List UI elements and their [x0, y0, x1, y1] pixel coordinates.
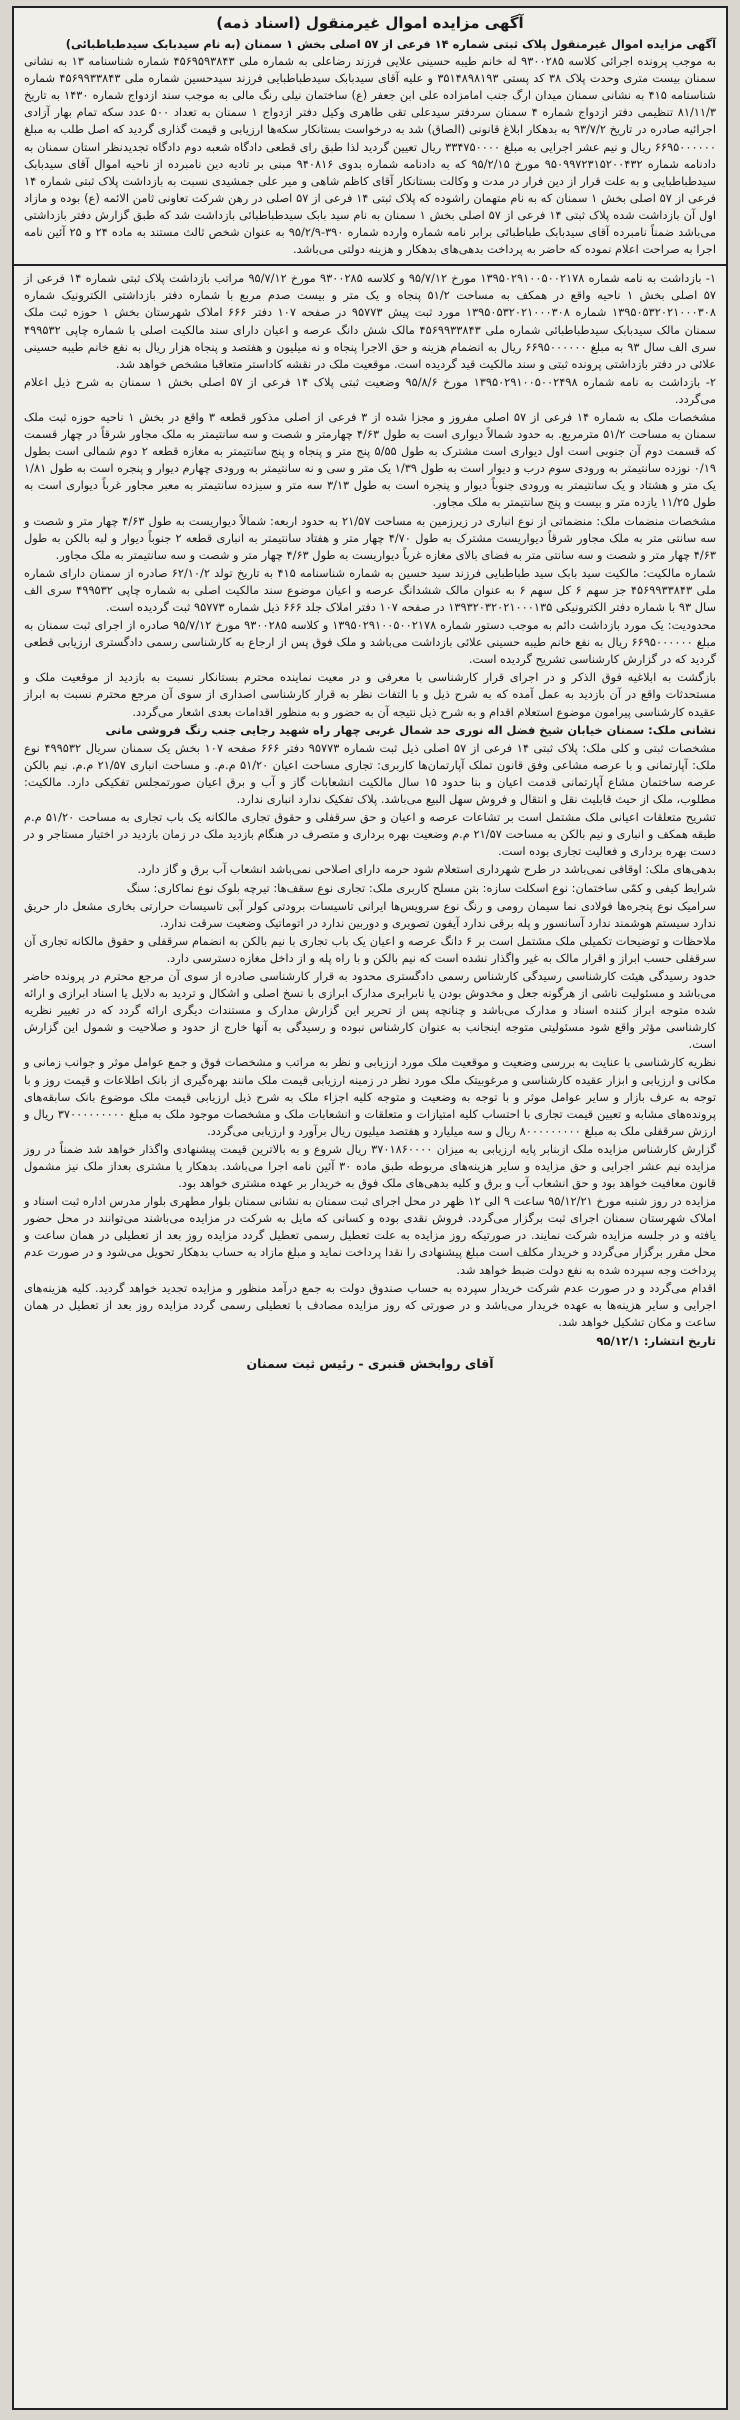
notice-intro-text: به موجب پرونده اجرائی کلاسه ۹۳۰۰۲۸۵ له خانم طیبه حسینی علایی فرزند رضاعلی به شماره ملی ۴۵۶۹۵۹۳۸۴۳ شماره شناسنامه ۱۳ به نشانی سمنان بیست متری وحدت پلاک ۳۸ کد پستی ۳۵۱۴۸۹۸۱۹۳ و علیه آقای سیدبابک سیدطباطبایی فرزند سیدحسین شماره ملی ۴۵۶۹۹۳۳۸۴۳ شماره شناسنامه ۴۱۵ به نشانی سمنان میدان ارگ جنب امامزاده علی ابن جعفر (ع) ساختمان نیلی رنگ مالی به موجب سند ازدواج شماره ۱۴۳۰ به تاریخ ۸۱/۱۱/۳ تنظیمی دفتر ازدواج شماره ۴ سمنان سردفتر سیدعلی تقی طاهری وکیل دفتر ازدواج ۱ سمنان به تعداد ۵۰۰ عدد سکه تمام بهار آزادی اجرائیه صادره در تاریخ ۹۳/۷/۲ به بدهکار ابلاغ قانونی (الصاق) شد به درخواست بستانکار سکه‌ها ارزیابی و قیمت گذاری گردید که اصل طلب به مبلغ ۶۶۹۵۰۰۰۰۰۰ ریال و نیم عشر اجرایی به مبلغ ۳۳۴۷۵۰۰۰۰ ریال تعیین گردید لذا طبق رای قطعی دادگاه شعبه دوم دادگاه تجدیدنظر استان سمنان به دادنامه شماره ۹۵۰۹۹۷۲۳۱۵۲۰۰۴۳۲ مورخ ۹۵/۲/۱۵ که به دادنامه شماره بدوی ۹۴۰۸۱۶ مبنی بر تادیه دین نامبرده از ناحیه اموال آقای سیدبابک سیدطباطبایی و به علت قرار از دین فرار در مدت و وکالت بستانکار آقای کاظم شاهی و میر علی جمشیدی نسبت به بازداشت پلاک ثبتی شماره ۱۴ فرعی از ۵۷ اصلی بخش ۱ سمنان که به نام متهمان راشوده که پلاک ثبتی ۱۴ فرعی از ۵۷ اصلی در رهن شرکت تعاونی ثامن الائمه (ع) بوده و مازاد اول آن بازداشت شده پلاک ثبتی ۱۴ فرعی از ۵۷ اصلی بخش ۱ سمنان به نام سید بابک سیدطباطبائی بازداشت شد که طبق گزارش دفتر بازداشتی می‌باشد ضمناً نامبرده آقای سیدبابک طباطبائی برابر نامه شماره وارده شماره ۳۹۰-۹۵/۲/۹ به عنوان شخص ثالث مستند به ماده ۲۴ و ۲۵ آئین نامه اجرا به صراحت اعلام نموده که حاضر به پرداخت بدهی‌های بدهکار و هزینه دولتی می‌باشد.: [24, 54, 717, 257]
signature-line: آقای روابخش قنبری - رئیس ثبت سمنان: [246, 1355, 494, 1371]
property-notes: ملاحظات و توضیحات تکمیلی ملک مشتمل است بر ۶ دانگ عرصه و اعیان یک باب تجاری با نیم بالکن به انضمام سرقفلی و حقوق مالکانه تجاری آن سرقفلی حسب ابراز و اقرار مالک به غیر واگذار نشده است که نیم بالکن و با راه پله و از داخل مغازه دسترسی دارد.: [24, 933, 717, 965]
section-divider: [14, 264, 726, 266]
publication-date: تاریخ انتشار: ۹۵/۱۲/۱: [596, 1333, 716, 1348]
property-specs: مشخصات ملک به شماره ۱۴ فرعی از ۵۷ اصلی مفروز و مجزا شده از ۳ فرعی از اصلی مذکور قطعه ۳ واقع در بخش ۱ ناحیه حوزه ثبت ملک سمنان به مساحت ۵۱/۲ مترمربع. به حدود شمالاً دیواری است به طول ۴/۶۳ چهارمتر و شصت و سه سانتیمتر به ملک مجاور شرقاً در چهار قسمت که قسمت دوم آن جنوبی است اول دیواری است مشترک به طول ۵/۵۵ پنج متر و پنجاه و پنج سانتیمتر به مغازه قطعه ۲ دوم شمالی است بطول ۰/۱۹ نوزده سانتیمتر به ورودی سوم درب و دیوار است به طول ۱/۳۹ یک متر و سی و نه سانتیمتر به ورودی چهارم دیوار و پنجره است به طول ۱/۸۱ یک متر و هشتاد و یک سانتیمتر به ورودی جنوباً دیوار و پنجره است به طول ۳/۱۳ سه متر و سیزده سانتیمتر به معبر مجاور غرباً دیواری است به طول ۱۱/۲۵ یازده متر و بیست و پنج سانتیمتر به ملک مجاور.: [24, 409, 716, 510]
property-restriction: محدودیت: یک مورد بازداشت دائم به موجب دستور شماره ۱۳۹۵۰۲۹۱۰۰۵۰۰۲۱۷۸ و کلاسه ۹۳۰۰۲۸۵ مورخ ۹۵/۷/۱۲ صادره از اجرای ثبت سمنان به مبلغ ۶۶۹۵۰۰۰۰۰۰ ریال به نفع خانم طیبه حسینی علائی بازداشت می‌باشد و ملک فوق پس از ارجاع به کارشناسی رسمی دادگستری ارزیابی قطعی گردید که در گزارش کارشناسی تشریح گردیده است.: [24, 618, 716, 667]
property-finishing: سرامیک نوع پنجره‌ها فولادی نما سیمان رومی و رنگ نوع سرویس‌ها ایرانی تاسیسات برودتی کولر آبی تاسیسات حرارتی بخاری مشعل دار حریق ندارد سیستم هوشمند ندارد آسانسور و پله برقی ندارد آیفون تصویری و دوربین ندارد در اتوماتیک وضعیت سرقت ندارد.: [24, 898, 716, 930]
property-registry: مشخصات ثبتی و کلی ملک: پلاک ثبتی ۱۴ فرعی از ۵۷ اصلی ذیل ثبت شماره ۹۵۷۷۳ دفتر ۶۶۶ صفحه ۱۰۷ بخش یک سمنان سریال ۴۹۹۵۳۲ نوع ملک: آپارتمانی و با عرصه مشاعی وفق قانون تملک آپارتمان‌ها کاربری: تجاری مساحت اعیان ۵۱/۲۰ م.م. و مساحت انباری ۲۱/۵۷ م.م. نیم بالکن عرصه ساختمان مشاع آپارتمانی قدمت اعیان و بنا حدود ۱۵ سال مالکیت انشعابات گاز و آب و برق اعیان صورتمجلس تفکیکی دارد. مالکیت: مطلوب، ملک از حیث قابلیت نقل و انتقال و فروش سهل البیع می‌باشد. پلاک تفکیک ندارد انباری ندارد.: [24, 740, 716, 807]
property-structure: شرایط کیفی و کمّی ساختمان: نوع اسکلت سازه: بتن مسلح کاربری ملک: تجاری نوع سقف‌ها: تیرچه بلوک نوع نماکاری: سنگ: [126, 880, 716, 895]
inspection-reason: بازگشت به ابلاغیه فوق الذکر و در اجرای قرار کارشناسی با معرفی و در معیت نماینده محترم بستانکار نسبت به بازدید از موقعیت ملک و مستحدثات واقع در آن بازدید به عمل آمده که به شرح ذیل و با التفات نظر به قرار کارشناسی اصداری از سوی آن مرجع محترم نسبت به ابراز عقیده کارشناسی پیرامون موضوع استعلام اقدام و به شرح ذیل نتیجه آن به حضور و به منظور اقدامات بعدی اشعار می‌گردد.: [24, 670, 716, 719]
closing-terms: اقدام می‌گردد و در صورت عدم شرکت خریدار سپرده به حساب صندوق دولت به جمع درآمد منظور و مزایده تجدید خواهد گردید. کلیه هزینه‌های اجرایی و سایر هزینه‌ها به عهده خریدار می‌باشد و در صورتی که روز مزایده مصادف با تعطیلی رسمی گردد مزایده روز بعد از تعطیل در همان ساعت و مکان تشکیل خواهد شد.: [24, 1280, 716, 1329]
property-rights: تشریح متعلقات اعیانی ملک مشتمل است بر تشاعات عرصه و اعیان و حق سرقفلی و حقوق تجاری مالکانه یک باب تجاری به مساحت ۵۱/۲۰ م.م طبقه همکف و انباری و نیم بالکن به مساحت ۲۱/۵۷ م.م وضعیت بهره برداری و متصرف در هنگام بازدید ملک در زمان بازدید در اختیار مستاجر و در دست بهره برداری و فعالیت تجاری بوده است.: [24, 810, 716, 859]
clause-2: ۲- بازداشت به نامه شماره ۱۳۹۵۰۲۹۱۰۰۵۰۰۲۴۹۸ مورخ ۹۵/۸/۶ وضعیت ثبتی پلاک ۱۴ فرعی از ۵۷ اصلی بخش ۱ سمنان به شرح ذیل اعلام می‌گردد.: [24, 374, 716, 406]
expert-report: گزارش کارشناس مزایده ملک ازبنابر پایه ارزیابی به میزان ۳۷۰۱۸۶۰۰۰۰ ریال شروع و به بالاترین قیمت پیشنهادی واگذار خواهد شد ضمناً در روز مزایده نیم عشر اجرایی و حق مزایده و سایر هزینه‌های مربوطه طبق ماده ۳۰ آئین نامه اجرا می‌باشد. بدهکار یا مشتری بعداز ملک نیز مشمول قانون معافیت خواهد بود و حق انشعاب آب و برق و کلیه بدهی‌های ملک فوق به خریدار بر عهده مشتری خواهد بود.: [24, 1141, 716, 1191]
property-ownership: شماره مالکیت: مالکیت سید بابک سید طباطبایی فرزند سید حسین به شماره شناسنامه ۴۱۵ به تاریخ تولد ۶۲/۱۰/۲ صادره از سمنان دارای شماره ملی ۴۵۶۹۹۳۳۸۴۳ جز سهم ۶ کل سهم ۶ به عنوان مالک ششدانگ عرصه و اعیان موضوع سند مالکیت اصلی به شماره چاپی ۴۹۹۵۳۲ سری الف سال ۹۳ با شماره دفتر الکترونیکی ۱۳۹۳۲۰۳۲۰۲۱۰۰۰۱۳۵ در صفحه ۱۰۷ دفتر املاک جلد ۶۶۶ ذیل شماره ۹۵۷۷۳ ثبت گردیده است.: [24, 565, 716, 614]
auction-terms: مزایده در روز شنبه مورخ ۹۵/۱۲/۲۱ ساعت ۹ الی ۱۲ ظهر در محل اجرای ثبت سمنان به نشانی سمنان بلوار مطهری بلوار مدرس اداره ثبت اسناد و املاک شهرستان سمنان اجرای ثبت برگزار می‌گردد. فروش نقدی بوده و کسانی که مایل به شرکت در مزایده می‌باشند می‌توانند در محل حضور یافته و در جلسه مزایده شرکت نمایند. در صورتیکه روز مزایده به علت تعطیل رسمی تعطیل گردد مزایده روز بعد از تعطیلی در همان ساعت و محل مقرر برگزار می‌گردد و خریدار مکلف است مبلغ پیشنهادی را نقدا پرداخت نماید و مبلغ مازاد به حساب بدهکار تحویل می‌شود و در صورت عدم پرداخت وجه سپرده شده به نفع دولت ضبط خواهد شد.: [24, 1194, 716, 1277]
inspection-scope: حدود رسیدگی هیئت کارشناسی رسیدگی کارشناس رسمی دادگستری محدود به قرار کارشناسی صادره از سوی آن مرجع محترم در پرونده حاضر می‌باشد و مسئولیت ناشی از هرگونه جعل و مخدوش بودن یا نابرابری مدارک ابرازی با نسخ اصلی و اشکال و تردید به دلایل یا اسناد ابرازی و ارائه شده متوجه ابراز کننده اسناد و مدارک می‌باشد و چنانچه پس از تحریر این گزارش مدارک و مستندات دیگری ارائه گردد که در تغییر نظریه کارشناسی مؤثر واقع شود مسئولیتی متوجه اینجانب به عنوان کارشناس نبوده و رسیدگی به آنها خارج از حدود و صلاحیت و شمول این گزارش است.: [24, 968, 716, 1052]
notice-intro-bold: آگهی مزایده اموال غیرمنقول پلاک ثبتی شماره ۱۴ فرعی از ۵۷ اصلی بخش ۱ سمنان (به نام سیدبابک سیدطباطبائی): [65, 37, 716, 51]
property-annex: مشخصات منضمات ملک: منضماتی از نوع انباری در زیرزمین به مساحت ۲۱/۵۷ به حدود اربعه: شمالاً دیواریست به طول ۴/۶۳ چهار متر و شصت و سه سانتی متر به ملک مجاور شرقاً دیواریست مشترک به طول ۴/۷۰ چهار متر و هفتاد سانتیمتر به انباری قطعه ۲ جنوباً دیوار و لبه بالکن به طول ۴/۶۳ چهار متر و شصت و سه سانتی متر به فضای بالای مغازه غرباً دیواریست به طول ۴/۶۳ چهار متر و شصت و سه سانتیمتر به ملک مجاور.: [24, 513, 716, 562]
notice-heading: آگهی مزایده اموال غیرمنقول (اسناد ذمه): [216, 14, 524, 32]
property-utilities: بدهی‌های ملک: اوقافی نمی‌باشد در طرح شهرداری استعلام شود حرمه دارای اصلاحی نمی‌باشد انشعاب آب برق و گاز دارد.: [137, 862, 716, 877]
property-address: نشانی ملک: سمنان خیابان شیخ فضل اله نوری حد شمال غربی چهار راه شهید رجایی جنب رنگ فروشی مانی: [105, 722, 716, 737]
notice-sheet: [12, 6, 728, 2410]
expert-opinion: نظریه کارشناسی با عنایت به بررسی وضعیت و موقعیت ملک مورد ارزیابی و نظر به مراتب و مشخصات فوق و جمع عوامل موثر و جوانب زمانی و مکانی و ارزیابی و ابزار عقیده کارشناسی و مرغوبیتک ملک مورد نظر در زمینه ارزیابی قیمت ملک مانند بهره‌گیری از بانک اطلاعات و قیمت روز و با توجه به عرف بازار و سایر عوامل موثر و با توجه به وضعیت و متوجه کلیه اجزاء ملک به شرح ذیل ارزیابی قیمت ملک موضوع بانک سابقه‌های پرونده‌های مشابه و تعیین قیمت تجاری با احتساب کلیه امتیازات و متعلقات و انشعابات ملک و مشخصات موجود ملک به مبلغ ۳۷۰۰۰۰۰۰۰۰۰ ریال و ارزش سرقفلی ملک به مبلغ ۸۰۰۰۰۰۰۰۰۰ ریال و سه میلیارد و هفتصد میلیون ریال برآورد و ارزیابی می‌گردد.: [24, 1055, 716, 1138]
clause-1: ۱- بازداشت به نامه شماره ۱۳۹۵۰۲۹۱۰۰۵۰۰۲۱۷۸ مورخ ۹۵/۷/۱۲ و کلاسه ۹۳۰۰۲۸۵ مورخ ۹۵/۷/۱۲ مراتب بازداشت پلاک ثبتی شماره ۱۴ فرعی از ۵۷ اصلی بخش ۱ ناحیه واقع در همکف به مساحت ۵۱/۲ پنجاه و یک متر و بیست صدم مربع با شماره دفتر بازداشتی الکترونیک شماره ۱۳۹۵۰۵۳۲۰۲۱۰۰۰۳۰۸ شماره ۱۳۹۵۰۵۳۲۰۲۱۰۰۰۳۰۸ مورد ثبت پیش ۹۵۷۷۳ در صفحه ۱۰۷ دفتر ۶۶۶ املاک شهرستان بخش ۱ حوزه ثبت ملک سمنان مالک سیدبابک سیدطباطبائی شماره ملی ۴۵۶۹۹۳۳۸۴۳ مالک شش دانگ عرصه و اعیان دارای سند مالکیت اصلی با شماره چاپی ۴۹۹۵۳۲ سری الف سال ۹۳ به مبلغ ۶۶۹۵۰۰۰۰۰۰ ریال به انضمام هزینه و حق الاجرا پنجاه و نه میلیون و هفتصد و پنجاه هزار ریال به نفع خانم طیبه حسینی علائی در دفتر بازداشتی پرونده ثبتی و سند مالکیت قید گردیده است. موقعیت ملک در نقشه کاداستر متعاقبا مشخص خواهد شد.: [24, 271, 716, 371]
